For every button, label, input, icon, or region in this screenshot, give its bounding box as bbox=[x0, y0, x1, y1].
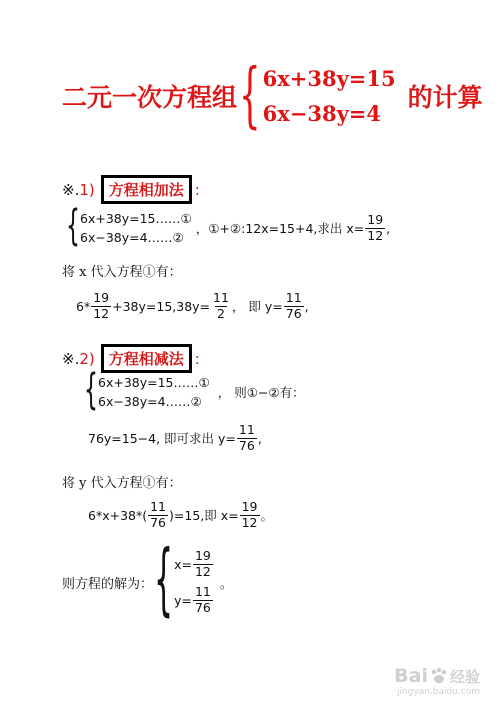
section2-number: 2) bbox=[79, 349, 95, 368]
section2-method-label: 方程相减法 bbox=[101, 344, 192, 373]
section1-system-line: { 6x+38y=15……① 6x−38y=4……② ，①+②:12x=15+4,求出 x= $\frac{19}{12}$ , bbox=[66, 203, 391, 251]
watermark bbox=[394, 665, 480, 697]
watermark-brand: Bai bbox=[394, 665, 428, 687]
section1-eq1: 6x+38y=15……① bbox=[80, 211, 192, 226]
section1-colon: : bbox=[194, 180, 200, 199]
section2-result-line: 76y=15−4, 即可求出 y= $\frac{11}{76}$ , bbox=[88, 422, 262, 453]
paw-icon bbox=[429, 666, 449, 686]
solution-x: x= $\frac{19}{12}$ bbox=[174, 548, 211, 579]
title-equation-1: 6x+38y=15 bbox=[262, 66, 396, 91]
section2-eq2: 6x−38y=4……② bbox=[98, 394, 202, 409]
solution-block: 则方程的解为： { x= $\frac{19}{12}$ y= $\frac{11}{76}$ 。 bbox=[62, 535, 233, 627]
section1-substitute-text: 将 x 代入方程①有： bbox=[62, 265, 182, 280]
section1-step: ，①+②:12x=15+4,求出 x= bbox=[195, 221, 365, 236]
section2-colon: : bbox=[194, 349, 200, 368]
title-suffix: 的计算 bbox=[407, 83, 483, 112]
solution-y: y= $\frac{11}{76}$ bbox=[174, 584, 211, 615]
title-equation-system bbox=[263, 66, 396, 126]
section1-system bbox=[66, 203, 192, 251]
section2-brace-icon: { bbox=[84, 367, 98, 415]
section2-substitute-text: 将 y 代入方程①有： bbox=[62, 476, 182, 491]
section1-eq2: 6x−38y=4……② bbox=[80, 230, 184, 245]
section1-marker: ※. bbox=[62, 180, 80, 199]
title-equation-2: 6x−38y=4 bbox=[262, 101, 382, 126]
watermark-url: jingyan.baidu.com bbox=[396, 687, 480, 697]
section2-y-fraction: $\frac{11}{76}$ bbox=[238, 422, 255, 453]
section1-number: 1) bbox=[79, 180, 95, 199]
section2-system bbox=[84, 367, 210, 415]
title-brace-icon: { bbox=[239, 54, 261, 139]
section1-brace-icon: { bbox=[66, 203, 80, 251]
solution-brace-icon: { bbox=[154, 535, 174, 627]
solution-values bbox=[174, 550, 214, 614]
section2-x-line: 6*x+38*( $\frac{11}{76}$ )=15,即 x= $\frac{19}{12}$ 。 bbox=[88, 499, 274, 530]
section1-x-fraction: $\frac{19}{12}$ bbox=[367, 212, 384, 243]
section2-eq1: 6x+38y=15……① bbox=[98, 375, 210, 390]
section1-frac-1: $\frac{19}{12}$ bbox=[93, 290, 110, 321]
section1-result-line: 6* $\frac{19}{12}$ +38y=15,38y= $\frac{11}{2}$ ， 即 y= $\frac{11}{76}$ , bbox=[76, 290, 309, 321]
section2-marker: ※. bbox=[62, 349, 80, 368]
section2-step: ， 则①−②有： bbox=[217, 385, 305, 400]
section1-frac-2: $\frac{11}{2}$ bbox=[213, 290, 229, 321]
section2-header bbox=[62, 344, 200, 373]
section2-system-line bbox=[84, 367, 305, 415]
title-prefix: 二元一次方程组 bbox=[62, 83, 238, 112]
section2-frac-2: $\frac{19}{12}$ bbox=[241, 499, 258, 530]
section1-header bbox=[62, 175, 200, 204]
watermark-brand-cn: 经验 bbox=[449, 667, 480, 686]
section1-frac-3: $\frac{11}{76}$ bbox=[285, 290, 302, 321]
page-title bbox=[62, 54, 483, 139]
section2-frac-1: $\frac{11}{76}$ bbox=[150, 499, 167, 530]
section1-method-label: 方程相加法 bbox=[101, 175, 192, 204]
solution-label: 则方程的解为： bbox=[62, 576, 154, 592]
